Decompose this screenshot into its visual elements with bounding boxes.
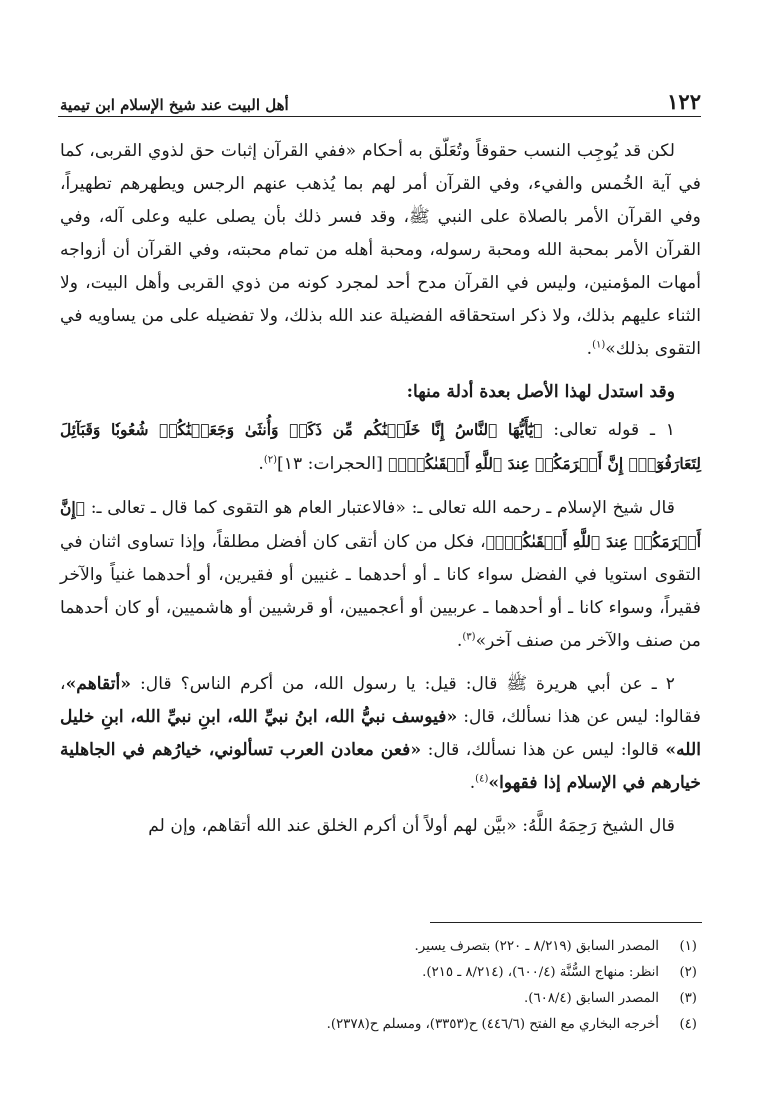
footnote: (٤) أخرجه البخاري مع الفتح (٤٤٦/٦) ح(٣٣٥٣)، ومسلم ح(٢٣٧٨). [326,1017,697,1032]
footnote-ref-3: (٣) [462,631,476,643]
footnotes [60,934,697,1038]
footnote: (٣) المصدر السابق (٦٠٨/٤). [524,991,697,1006]
paragraph-3: قال شيخ الإسلام ـ رحمه الله تعالى ـ: «فالاعتبار العام هو التقوى كما قال ـ تعالى ـ: ﴿إِنَّ أَكۡرَمَكُمۡ عِندَ ٱللَّهِ أَتۡقَىٰكُمۡۚ﴾، فكل من كان أتقى كان أفضل مطلقاً، وإذا تساوى اثنان في التقوى استويا في الفضل سواء كانا ـ أو أحدهما ـ غنيين أو فقيرين، أو أحدهما غنياً والآخر فقيراً، وسواء كانا ـ أو أحدهما ـ عربيين أو أعجميين، أو قرشيين أو هاشميين، أو كان أحدهما من صنف والآخر من صنف آخر»$^{(٣)}$. [60,498,702,651]
quran-verse: ﴿يَٰٓأَيُّهَا ٱلنَّاسُ إِنَّا خَلَقۡنَٰكُم مِّن ذَكَرٖ وَأُنثَىٰ وَجَعَلۡنَٰكُمۡ شُعُوبٗا وَقَبَآئِلَ لِتَعَارَفُوٓاْۚ إِنَّ أَكۡرَمَكُمۡ عِندَ ٱللَّهِ أَتۡقَىٰكُمۡۚ﴾ [60,420,701,473]
footnote: (١) المصدر السابق (٨/٢١٩ ـ ٢٢٠) بتصرف يسير. [414,939,697,954]
footnote-rule [430,922,702,923]
section-heading: وقد استدل لهذا الأصل بعدة أدلة منها: [406,382,675,402]
main-text [60,135,701,853]
paragraph-2: ١ ـ قوله تعالى: ﴿يَٰٓأَيُّهَا ٱلنَّاسُ إِنَّا خَلَقۡنَٰكُم مِّن ذَكَرٖ وَأُنثَىٰ وَجَعَلۡنَٰكُمۡ شُعُوبٗا وَقَبَآئِلَ لِتَعَارَفُوٓاْۚ إِنَّ أَكۡرَمَكُمۡ عِندَ ٱللَّهِ أَتۡقَىٰكُمۡۚ﴾ [الحجرات: ١٣]$^{(٢)}$. [60,420,701,474]
paragraph-4: ٢ ـ عن أبي هريرة ﷺ قال: قيل: يا رسول الله، من أكرم الناس؟ قال: «أتقاهم»، فقالوا: ليس عن هذا نسألك، قال: «فيوسف نبيُّ الله، ابنُ نبيِّ الله، ابنِ نبيِّ الله، ابنِ خليل الله» قالوا: ليس عن هذا نسألك، قال: «فعن معادن العرب تسألوني، خيارُهم في الجاهلية خيارهم في الإسلام إذا فقهوا»$^{(٤)}$. [60,674,702,793]
page-header [60,78,701,114]
quran-verse: ﴿إِنَّ أَكۡرَمَكُمۡ عِندَ ٱللَّهِ أَتۡقَىٰكُمۡۚ﴾ [60,498,702,551]
footnote-ref-1: (١) [592,339,606,351]
running-title: أهل البيت عند شيخ الإسلام ابن تيمية [60,96,289,114]
paragraph-5: قال الشيخ رَحِمَهُ اللَّهُ: «بيَّن لهم أولاً أن أكرم الخلق عند الله أتقاهم، وإن لم [148,816,675,836]
paragraph-1: لكن قد يُوجِب النسب حقوقاً وتُعَلّق به أحكام «ففي القرآن إثبات حق لذوي القربى، كما في آية الخُمس والفيء، وفي القرآن أمر لهم بما يُذهب عنهم الرجس ويطهرهم تطهيراً، وفي القرآن الأمر بالصلاة على النبي ﷺ، وقد فسر ذلك بأن يصلى عليه وعلى آله، وفي القرآن الأمر بمحبة الله ومحبة رسوله، ومحبة أهله من تمام محبته، وفي القرآن أن أزواجه أمهات المؤمنين، وليس في القرآن مدح أحد لمجرد كونه من ذوي القربى وأهل البيت، ولا الثناء عليهم بذلك، ولا ذكر استحقاقه الفضيلة عند الله بذلك، ولا تفضيله على من يساويه في التقوى بذلك»$^{(١)}$. [60,141,701,359]
footnote-ref-4: (٤) [475,773,489,785]
page-number: ١٢٢ [667,89,701,114]
footnote-ref-2: (٢) [263,454,277,466]
footnote: (٢) انظر: منهاج السُّنَّة (٦٠٠/٤)، (٨/٢١٤ ـ ٢١٥). [422,965,697,980]
header-rule [58,116,701,117]
